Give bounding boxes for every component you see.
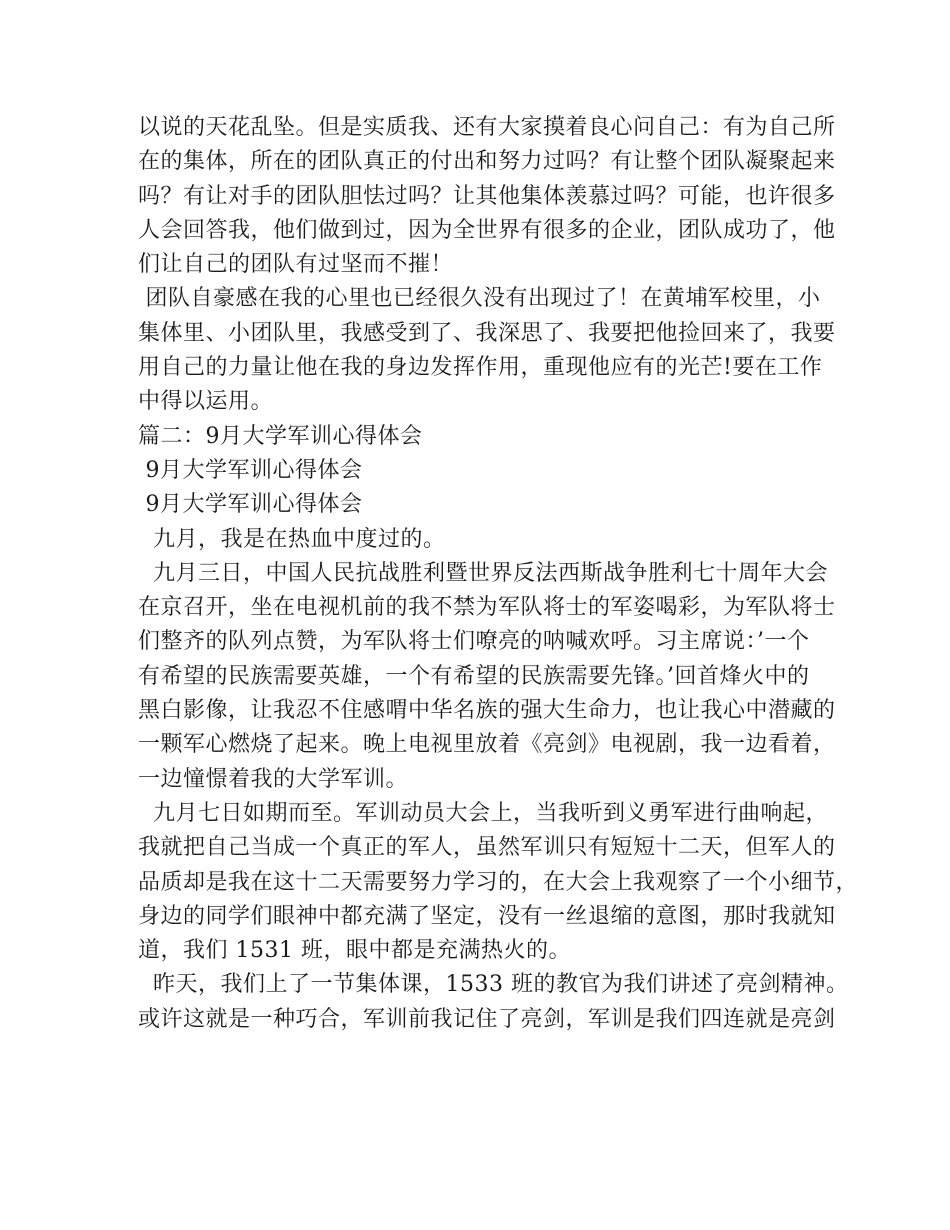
text-line: 九月七日如期而至。军训动员大会上，当我听到义勇军进行曲响起， [138, 800, 828, 826]
text-line: 集体里、小团队里，我感受到了、我深思了、我要把他捡回来了，我要 [138, 320, 836, 346]
text-line: 品质却是我在这十二天需要努力学习的，在大会上我观察了一个小细节， [138, 869, 859, 895]
section-title: 9月大学军训心得体会 [138, 457, 363, 483]
text-line: 中得以运用。 [138, 389, 274, 415]
text-line: 九月，我是在热血中度过的。 [138, 526, 446, 552]
section-heading: 篇二：9月大学军训心得体会 [138, 423, 423, 449]
text-line: 团队自豪感在我的心里也已经很久没有出现过了！在黄埔军校里，小 [138, 286, 821, 312]
text-line: 身边的同学们眼神中都充满了坚定，没有一丝退缩的意图，那时我就知 [138, 903, 836, 929]
text-line: 吗？有让对手的团队胆怯过吗？让其他集体羡慕过吗？可能，也许很多 [138, 183, 836, 209]
text-line: 以说的天花乱坠。但是实质我、还有大家摸着良心问自己：有为自己所 [138, 115, 836, 140]
text-line: 人会回答我，他们做到过，因为全世界有很多的企业，团队成功了，他 [138, 217, 836, 243]
text-line: 或许这就是一种巧合，军训前我记住了亮剑，军训是我们四连就是亮剑 [138, 1006, 836, 1032]
text-line: 们让自己的团队有过坚而不摧！ [138, 252, 454, 278]
text-line: 在京召开，坐在电视机前的我不禁为军队将士的军姿喝彩，为军队将士 [138, 595, 836, 621]
text-line: 九月三日，中国人民抗战胜利暨世界反法西斯战争胜利七十周年大会 [138, 560, 828, 586]
text-line: 用自己的力量让他在我的身边发挥作用，重现他应有的光芒!要在工作 [138, 355, 823, 381]
text-line: 黑白影像，让我忍不住感喟中华名族的强大生命力，也让我心中潜藏的 [138, 698, 836, 724]
text-line: 有希望的民族需要英雄，一个有希望的民族需要先锋。’回首烽火中的 [138, 663, 810, 689]
text-line: 一颗军心燃烧了起来。晚上电视里放着《亮剑》电视剧，我一边看着， [138, 732, 836, 758]
text-line: 一边憧憬着我的大学军训。 [138, 766, 409, 792]
text-line: 道，我们 1531 班，眼中都是充满热火的。 [138, 938, 571, 964]
text-line: 昨天，我们上了一节集体课，1533 班的教官为我们讲述了亮剑精神。 [138, 972, 849, 998]
text-line: 我就把自己当成一个真正的军人，虽然军训只有短短十二天，但军人的 [138, 835, 836, 861]
section-title: 9月大学军训心得体会 [138, 492, 363, 518]
text-line: 们整齐的队列点赞，为军队将士们嘹亮的呐喊欢呼。习主席说：’一个 [138, 629, 810, 655]
text-line: 在的集体，所在的团队真正的付出和努力过吗？有让整个团队凝聚起来 [138, 149, 836, 175]
document-body [138, 111, 859, 1037]
